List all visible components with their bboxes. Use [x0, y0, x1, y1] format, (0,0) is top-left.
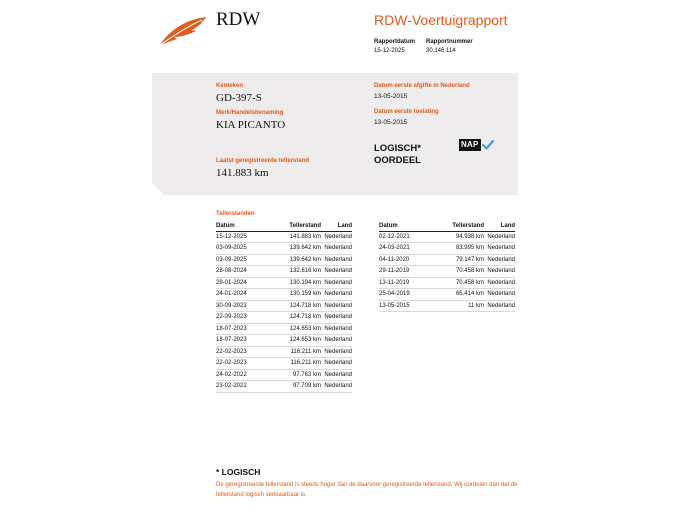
plate-field [216, 83, 262, 104]
report-title: RDW-Voertuigrapport [374, 12, 508, 28]
table-row [216, 312, 352, 324]
table-row [216, 358, 352, 370]
reading-km: 83.995 km [431, 243, 484, 255]
reading-date: 02-12-2021 [379, 231, 431, 243]
table-row [216, 277, 352, 289]
reading-date: 24-01-2024 [216, 289, 268, 301]
report-date-value: 15-12-2025 [374, 48, 405, 54]
last-km-field [216, 158, 309, 179]
reading-land: Nederland [321, 254, 352, 266]
table-row [216, 289, 352, 301]
col-date-header: Datum [379, 221, 431, 231]
first-admission-label: Datum eerste toelating [374, 109, 439, 115]
col-land-header: Land [321, 221, 352, 231]
col-km-header: Tellerstand [268, 221, 321, 231]
reading-date: 25-04-2019 [379, 289, 431, 301]
table-header-row [379, 221, 515, 231]
table-header-row [216, 221, 352, 231]
plate-value: GD-397-S [216, 92, 262, 104]
reading-land: Nederland [484, 300, 515, 312]
col-land-header: Land [484, 221, 515, 231]
reading-km: 97.763 km [268, 369, 321, 381]
first-admission-field [374, 109, 439, 126]
report-number-value: 30.146.114 [426, 48, 456, 54]
reading-km: 65.414 km [431, 289, 484, 301]
table-row [379, 289, 515, 301]
footnote-text: De geregistreerde tellerstand is steeds hoger dan de daarvoor geregistreerde tellerstand. Wij oordelen dan dat de tellerstand logisch verklaarbaar is. [216, 482, 518, 498]
reading-km: 124.718 km [268, 312, 321, 324]
reading-km: 130.159 km [268, 289, 321, 301]
reading-date: 29-01-2024 [216, 277, 268, 289]
report-date [374, 39, 415, 54]
table-row [216, 381, 352, 393]
reading-land: Nederland [321, 300, 352, 312]
table-row [216, 300, 352, 312]
reading-km: 124.718 km [268, 300, 321, 312]
table-row [379, 277, 515, 289]
report-number [426, 39, 473, 54]
reading-date: 28-08-2024 [216, 266, 268, 278]
reading-km: 139.642 km [268, 254, 321, 266]
table-row [379, 300, 515, 312]
check-icon [482, 139, 494, 151]
table-row [216, 231, 352, 243]
table-row [216, 254, 352, 266]
footnote-title: * LOGISCH [216, 467, 261, 477]
reading-date: 04-11-2020 [379, 254, 431, 266]
make-value: KIA PICANTO [216, 119, 286, 131]
verdict-text: LOGISCH* OORDEEL [374, 143, 421, 166]
reading-km: 94.938 km [431, 231, 484, 243]
reading-date: 30-09-2023 [216, 300, 268, 312]
reading-km: 116.211 km [268, 346, 321, 358]
reading-date: 18-07-2023 [216, 323, 268, 335]
reading-km: 124.653 km [268, 335, 321, 347]
reading-km: 130.194 km [268, 277, 321, 289]
reading-land: Nederland [321, 312, 352, 324]
report-number-label: Rapportnummer [426, 39, 473, 45]
last-km-label: Laatst geregistreerde tellerstand [216, 158, 310, 164]
reading-km: 11 km [431, 300, 484, 312]
readings-title: Tellerstanden [216, 211, 255, 217]
nap-text: NAP [461, 140, 479, 149]
table-row [216, 346, 352, 358]
reading-land: Nederland [321, 323, 352, 335]
reading-land: Nederland [321, 369, 352, 381]
report-date-label: Rapportdatum [374, 39, 415, 45]
reading-km: 116.211 km [268, 358, 321, 370]
reading-km: 124.653 km [268, 323, 321, 335]
reading-km: 139.642 km [268, 243, 321, 255]
readings-table-left [216, 221, 352, 393]
first-nl-field [374, 83, 470, 100]
reading-land: Nederland [321, 289, 352, 301]
plate-label: Kenteken [216, 83, 244, 89]
reading-km: 141.883 km [268, 231, 321, 243]
table-row [216, 266, 352, 278]
nap-badge [459, 138, 494, 152]
readings-table-right [379, 221, 515, 312]
reading-date: 22-02-2023 [216, 358, 268, 370]
reading-land: Nederland [484, 289, 515, 301]
reading-date: 13-11-2019 [379, 277, 431, 289]
brand-name: RDW [216, 9, 261, 30]
reading-date: 22-02-2023 [216, 346, 268, 358]
make-label: Merk/Handelsbenaming [216, 110, 284, 116]
col-km-header: Tellerstand [431, 221, 484, 231]
reading-km: 132.616 km [268, 266, 321, 278]
reading-land: Nederland [321, 277, 352, 289]
first-nl-value: 13-05-2015 [374, 93, 408, 100]
table-row [216, 335, 352, 347]
reading-date: 23-02-2022 [216, 381, 268, 393]
table-row [216, 243, 352, 255]
reading-date: 22-09-2023 [216, 312, 268, 324]
table-row [379, 243, 515, 255]
nap-label [459, 139, 481, 151]
table-row [379, 231, 515, 243]
col-date-header: Datum [216, 221, 268, 231]
reading-land: Nederland [321, 358, 352, 370]
reading-date: 03-09-2025 [216, 254, 268, 266]
reading-date: 03-09-2025 [216, 243, 268, 255]
reading-land: Nederland [484, 277, 515, 289]
reading-date: 24-02-2022 [216, 369, 268, 381]
reading-land: Nederland [321, 335, 352, 347]
table-row [379, 266, 515, 278]
table-row [216, 369, 352, 381]
reading-land: Nederland [484, 243, 515, 255]
table-row [379, 254, 515, 266]
reading-date: 15-12-2025 [216, 231, 268, 243]
reading-date: 18-07-2023 [216, 335, 268, 347]
reading-land: Nederland [321, 231, 352, 243]
table-row [216, 323, 352, 335]
first-admission-value: 13-05-2015 [374, 119, 408, 126]
reading-land: Nederland [484, 266, 515, 278]
last-km-value: 141.883 km [216, 167, 269, 179]
rdw-logo-icon [158, 15, 208, 47]
reading-date: 29-11-2019 [379, 266, 431, 278]
reading-land: Nederland [484, 254, 515, 266]
reading-km: 79.147 km [431, 254, 484, 266]
make-field [216, 110, 285, 131]
reading-land: Nederland [321, 266, 352, 278]
reading-km: 70.458 km [431, 277, 484, 289]
reading-date: 13-05-2015 [379, 300, 431, 312]
reading-land: Nederland [321, 243, 352, 255]
reading-land: Nederland [484, 231, 515, 243]
reading-land: Nederland [321, 346, 352, 358]
reading-date: 24-03-2021 [379, 243, 431, 255]
first-nl-label: Datum eerste afgifte in Nederland [374, 83, 470, 89]
reading-km: 70.458 km [431, 266, 484, 278]
reading-km: 97.709 km [268, 381, 321, 393]
reading-land: Nederland [321, 381, 352, 393]
